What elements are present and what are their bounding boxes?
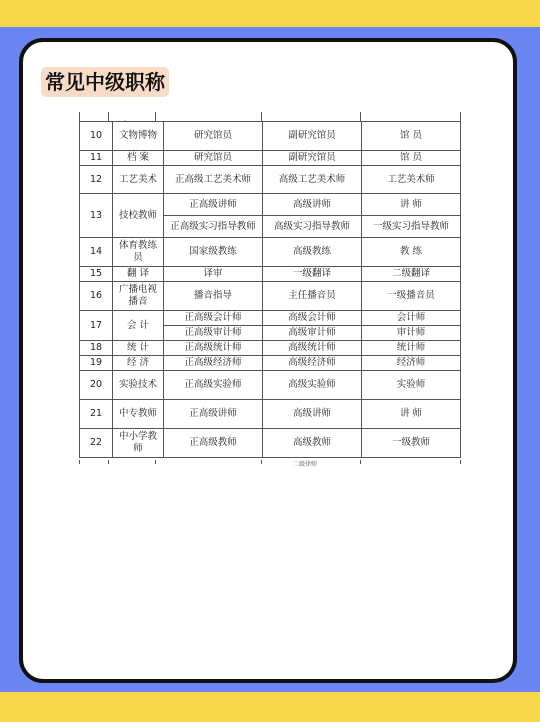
- category-cell: 经 济: [113, 356, 164, 371]
- cutoff-fragment-bottom: 二级律师: [293, 461, 318, 468]
- title-cell: 一级教师: [362, 429, 461, 458]
- row-number: 18: [80, 341, 113, 356]
- title-cell: 高级工艺美术师: [263, 166, 362, 194]
- title-cell: 统计师: [362, 341, 461, 356]
- title-cell: 副研究馆员: [263, 151, 362, 166]
- table-row: [80, 166, 461, 194]
- cutoff-fragment: 、: [124, 116, 131, 123]
- title-cell: 高级经济师: [263, 356, 362, 371]
- title-cell: 馆 员: [362, 151, 461, 166]
- title-table-image: [79, 112, 461, 468]
- category-cell: 中专教师: [113, 400, 164, 429]
- table-cutoff-bottom: [79, 460, 461, 464]
- title-cell: 高级讲师: [263, 194, 362, 216]
- table-row: [80, 151, 461, 166]
- title-cell: 正高级实习指导教师: [164, 216, 263, 238]
- row-number: 17: [80, 311, 113, 341]
- title-cell: 高级教练: [263, 238, 362, 267]
- table-row: [80, 267, 461, 282]
- title-cell: 二级翻译: [362, 267, 461, 282]
- row-number: 22: [80, 429, 113, 458]
- title-cell: 工艺美术师: [362, 166, 461, 194]
- row-number: 21: [80, 400, 113, 429]
- title-cell: 国家级教练: [164, 238, 263, 267]
- title-cell: 讲 师: [362, 194, 461, 216]
- title-cell: 正高级实验师: [164, 371, 263, 400]
- title-cell: 正高级讲师: [164, 194, 263, 216]
- category-cell: 中小学教师: [113, 429, 164, 458]
- title-table: [79, 121, 461, 458]
- row-number: 10: [80, 122, 113, 151]
- title-cell: 一级实习指导教师: [362, 216, 461, 238]
- table-row: [80, 282, 461, 311]
- title-cell: 播音指导: [164, 282, 263, 311]
- row-number: 11: [80, 151, 113, 166]
- category-cell: 文物博物: [113, 122, 164, 151]
- title-cell: 馆 员: [362, 122, 461, 151]
- category-cell: 会 计: [113, 311, 164, 341]
- title-cell: 正高级统计师: [164, 341, 263, 356]
- title-cell: 审计师: [362, 326, 461, 341]
- title-cell: 研究馆员: [164, 151, 263, 166]
- title-cell: 译审: [164, 267, 263, 282]
- row-number: 16: [80, 282, 113, 311]
- category-cell: 翻 译: [113, 267, 164, 282]
- table-row: [80, 400, 461, 429]
- category-cell: 工艺美术: [113, 166, 164, 194]
- title-cell: 高级实习指导教师: [263, 216, 362, 238]
- row-number: 13: [80, 194, 113, 238]
- title-cell: 高级统计师: [263, 341, 362, 356]
- title-cell: 正高级会计师: [164, 311, 263, 326]
- row-number: 14: [80, 238, 113, 267]
- table-row: [80, 122, 461, 151]
- title-cell: 会计师: [362, 311, 461, 326]
- title-cell: 高级实验师: [263, 371, 362, 400]
- table-cutoff-top: [79, 112, 461, 121]
- row-number: 19: [80, 356, 113, 371]
- category-cell: 广播电视播音: [113, 282, 164, 311]
- title-cell: 副研究馆员: [263, 122, 362, 151]
- page-title: 常见中级职称: [41, 67, 169, 97]
- table-row: [80, 341, 461, 356]
- table-row: [80, 238, 461, 267]
- bottom-yellow-band: [0, 692, 540, 722]
- title-cell: 实验师: [362, 371, 461, 400]
- title-cell: 高级教师: [263, 429, 362, 458]
- top-yellow-band: [0, 0, 540, 27]
- title-cell: 教 练: [362, 238, 461, 267]
- row-number: 15: [80, 267, 113, 282]
- title-cell: 正高级经济师: [164, 356, 263, 371]
- table-row: [80, 429, 461, 458]
- title-cell: 经济师: [362, 356, 461, 371]
- category-cell: 档 案: [113, 151, 164, 166]
- title-cell: 高级审计师: [263, 326, 362, 341]
- title-cell: 一级翻译: [263, 267, 362, 282]
- title-cell: 高级会计师: [263, 311, 362, 326]
- title-cell: 正高级审计师: [164, 326, 263, 341]
- category-cell: 统 计: [113, 341, 164, 356]
- table-row: [80, 356, 461, 371]
- title-cell: 正高级工艺美术师: [164, 166, 263, 194]
- category-cell: 实验技术: [113, 371, 164, 400]
- title-cell: 一级播音员: [362, 282, 461, 311]
- title-cell: 研究馆员: [164, 122, 263, 151]
- category-cell: 技校教师: [113, 194, 164, 238]
- title-cell: 高级讲师: [263, 400, 362, 429]
- table-row: [80, 194, 461, 216]
- row-number: 20: [80, 371, 113, 400]
- row-number: 12: [80, 166, 113, 194]
- title-cell: 主任播音员: [263, 282, 362, 311]
- title-cell: 正高级讲师: [164, 400, 263, 429]
- title-cell: 正高级教师: [164, 429, 263, 458]
- category-cell: 体育教练员: [113, 238, 164, 267]
- table-row: [80, 311, 461, 326]
- table-row: [80, 371, 461, 400]
- title-cell: 讲 师: [362, 400, 461, 429]
